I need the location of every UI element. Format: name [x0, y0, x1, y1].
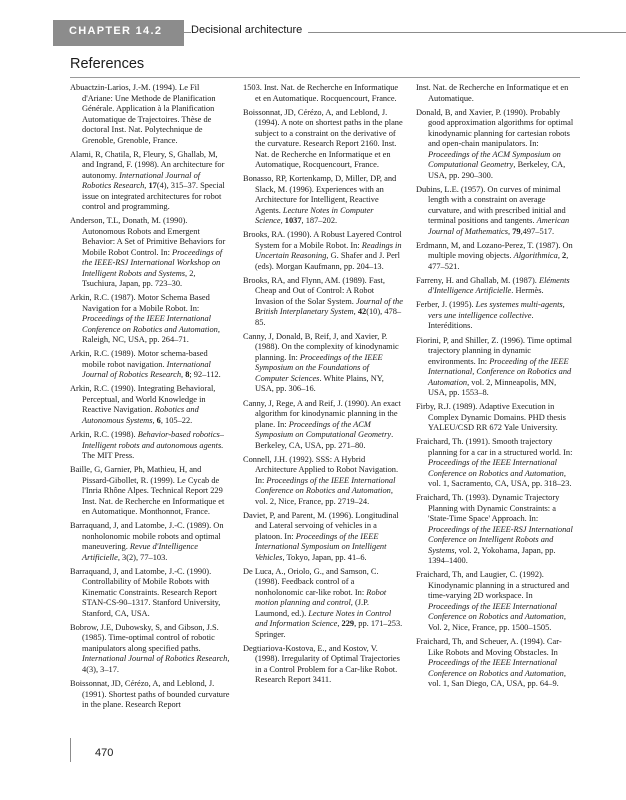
reference-entry [70, 623, 230, 676]
reference-text: Proceedings of the IEEE International Conference on Robotics and Automation [428, 601, 564, 622]
reference-text: ,497–517. [520, 226, 555, 236]
reference-text: , 2, Tsuchiura, Japan, pp. 723–30. [82, 268, 196, 289]
reference-text: ; 92–112. [189, 370, 221, 380]
reference-text: Brooks, RA. (1990). A Robust Layered Control System for a Mobile Robot. In: [243, 230, 402, 250]
reference-text: Canny, J, Donald, B, Reif, J, and Xavier, P. (1988). On the complexity of kinodynamic planning. In: [243, 331, 399, 362]
reference-text: , (J.P. Laumond, ed.). [255, 598, 369, 618]
reference-entry [243, 332, 403, 395]
reference-text: , Raleigh, NC, USA, pp. 264–71. [82, 324, 220, 345]
reference-text: International Journal of Robotics Research [82, 170, 201, 191]
reference-text: Erdmann, M, and Lozano-Perez, T. (1987). On multiple moving objects. [416, 240, 573, 261]
reference-text: , [144, 181, 149, 191]
reference-text: Proceedings of the ACM Symposium on Computational Geometry [428, 149, 561, 170]
reference-text: Donald, B, and Xavier, P. (1990). Probably good approximation algorithms for optimal kinodynamic planning for cartesian robots and open-chain manipulators. In: [416, 107, 574, 149]
reference-text: 42 [357, 307, 367, 317]
reference-text: Eléments d'Intelligence Artificielle [428, 275, 570, 296]
chapter-tab [53, 20, 184, 46]
reference-text: Proceedings of the IEEE International Symposium on Intelligent Vehicles [255, 531, 387, 562]
reference-entry [243, 83, 403, 104]
reference-text: Barraquand, J, and Latombe, J.-C. (1989). On nonholonomic mobile robots and optimal maneuvering. [70, 521, 224, 552]
reference-entry [70, 216, 230, 290]
section-title: Decisional architecture [191, 24, 308, 36]
reference-column-2 [243, 83, 403, 690]
reference-entry [243, 455, 403, 508]
reference-text: Lecture Notes in Control and Information Science [255, 608, 392, 629]
reference-text: Fraichard, Th. (1991). Smooth trajectory planning for a car in a structured world. In: [416, 437, 573, 457]
reference-text: , [280, 216, 285, 226]
reference-text: Proceedings of the IEEE International Conference on Robotics and Automation [428, 458, 564, 478]
reference-text: Barraquand, J, and Latombe, J.-C. (1990). Controllability of Mobile Robots with Kinematic Constraints. Research Report STAN-CS-90–1317. Stanford University, Stanford, CA, USA. [70, 566, 221, 618]
reference-text: Canny, J, Rege, A and Reif, J. (1990). An exact algorithm for kinodynamic planning in the plane. In: [243, 398, 401, 429]
reference-text: International Journal of Robotics Research [82, 359, 211, 380]
reference-text: Arkin, R.C. (1987). Motor Schema Based Navigation for a Mobile Robot. In: [70, 293, 210, 313]
reference-text: American Journal of Mathematics [428, 216, 570, 236]
reference-text: Arkin, R.C. (1998). [70, 430, 138, 440]
reference-text: Baille, G, Garnier, Ph, Mathieu, H, and Pissard-Gibollet, R. (1999). Le Cycab de l'Inria Rhône Alpes. Technical Report 229 Inst. Nat. de Recherche en Informatique et en Automatique. Monthonnot, France. [70, 465, 225, 517]
reference-text: Arkin, R.C. (1989). Motor schema-based mobile robot navigation. [70, 349, 208, 369]
reference-text: , vol. 2, Yokohama, Japan, pp. 1394–1400. [428, 545, 556, 566]
reference-text: Lecture Notes in Computer Science [255, 205, 374, 226]
reference-text: , [353, 307, 358, 317]
reference-text: De Luca, A., Oriolo, G., and Samson, C. (1998). Feedback control of a nonholonomic car-like robot. In: [243, 566, 379, 597]
reference-text: (4), 315–37. Special issue on integrated architectures for robot control and programming. [82, 181, 225, 212]
reference-entry [70, 430, 230, 462]
reference-text: , Vol. 2, Nice, France, pp. 1500–1505. [428, 612, 566, 632]
reference-text: Robotics and Autonomous Systems [82, 405, 199, 425]
reference-text: Boissonnat, JD, Cérézo, A, and Leblond, J. (1991). Shortest paths of bounded curvature in the plane. Research Report [70, 679, 230, 710]
reference-entry [70, 83, 230, 146]
reference-text: Behavior-based robotics–Intelligent robots and autonomous agents. [82, 430, 224, 450]
reference-entry [70, 150, 230, 213]
reference-entry [416, 276, 576, 297]
reference-text: Boissonnat, JD, Cérézo, A, and Leblond, J. (1994). A note on shortest paths in the plane subject to a constraint on the derivative of the curvature. Research Report 2160. Inst. Nat. de Recherche en Informatique et en Automatique, Rocquencourt, France. [243, 107, 403, 170]
reference-text: Fraichard, Th, and Scheuer, A. (1994). Car-Like Robots and Moving Obstacles. In [416, 637, 562, 657]
reference-text: Dubins, L.E. (1957). On curves of minimal length with a constraint on average curvature, and with prescribed initial and terminal positions and tangents. [416, 184, 566, 226]
reference-text: . Berkeley, CA, USA, pp. 271–80. [255, 430, 394, 450]
reference-text: , Tokyo, Japan, pp. 41–6. [282, 552, 367, 562]
reference-entry [70, 293, 230, 346]
reference-text: Fraichard, Th. (1993). Dynamic Trajectory Planning with Dynamic Constraints: a 'State-Time Space' Approach. In: [416, 493, 560, 524]
reference-entry [243, 399, 403, 452]
reference-entry [243, 276, 403, 329]
reference-text: Les systemes multi-agents, vers une intelligence collective [428, 300, 565, 320]
chapter-header [0, 20, 626, 46]
reference-text: Bonasso, RP, Kortenkamp, D, Miller, DP, and Slack, M. (1996). Experiences with an Architecture for Intelligent, Reactive Agents. [243, 174, 397, 215]
page-title: References [70, 56, 145, 72]
reference-text: Proceeding of the IEEE International, Conference on Robotics and Automation [428, 356, 572, 387]
reference-text: , vol. 1, Sacramento, CA, USA, pp. 318–23. [428, 468, 572, 489]
reference-text: 17 [148, 181, 157, 191]
reference-text: , [181, 370, 186, 380]
reference-text: 1503. Inst. Nat. de Recherche en Informatique et en Automatique. Rocquencourt, France. [243, 83, 399, 103]
reference-entry [416, 570, 576, 633]
title-rule [70, 77, 580, 78]
reference-entry [243, 174, 403, 227]
reference-text: Anderson, T.L, Donath, M. (1990). Autonomous Robots and Emergent Behavior: A Set of Primitive Behaviors for Mobile Robot Control. In: [70, 216, 226, 257]
reference-text: Algorithmica [513, 251, 558, 261]
reference-text: , Berkeley, CA, USA, pp. 290–300. [428, 160, 566, 180]
reference-text: , 105–22. [160, 415, 193, 425]
reference-text: , vol. 2, Nice, France, pp. 2719–24. [255, 486, 393, 506]
reference-text: Revue d'Intelligence Artificielle [82, 542, 198, 562]
reference-entry [243, 511, 403, 564]
reference-text: Farreny, H. and Ghallab, M. (1987). [416, 275, 539, 285]
reference-text: Proceedings of the IEEE-RSJ International Conference on Intelligent Robots and Systems [428, 524, 573, 555]
reference-text: Fiorini, P, and Shiller, Z. (1996). Time optimal trajectory planning in dynamic environments. In: [416, 335, 573, 366]
reference-text: Brooks, RA, and Flynn, AM. (1989). Fast, Cheap and Out of Control: A Robot Invasion of the Solar System. [243, 275, 385, 306]
reference-text: Inst. Nat. de Recherche en Informatique et en Automatique. [416, 83, 569, 103]
reference-text: , 3(2), 77–103. [117, 552, 168, 562]
reference-text: , 4(3), 3–17. [82, 654, 230, 674]
reference-entry [70, 349, 230, 381]
reference-text: 1037 [284, 216, 302, 226]
reference-text: Proceedings of the IEEE International Conference on Robotics and Automation [82, 314, 218, 334]
reference-text: . Interéditions. [428, 310, 534, 331]
reference-text: Proceedings of the IEEE International Conference on Robotics and Automation [255, 475, 396, 496]
reference-text: Proceedings of the IEEE-RSJ International Workshop on Intelligent Robots and Systems [82, 247, 223, 278]
reference-entry [416, 241, 576, 273]
reference-entry [416, 493, 576, 567]
reference-entry [416, 300, 576, 332]
reference-column-1 [70, 83, 230, 714]
reference-text: Degtiariova-Kostova, E., and Kostov, V. (1998). Irregularity of Optimal Trajectories in a Control Problem for a Car-like Robot. Research Report 3411. [243, 643, 400, 685]
reference-text: Firby, R.J. (1989). Adaptive Execution in Complex Dynamic Domains. PHD thesis YALEU/CSD RR 672 Yale University. [416, 402, 566, 433]
reference-text: , vol. 1, San Diego, CA, USA, pp. 64–9. [428, 668, 566, 689]
reference-text: Daviet, P, and Parent, M. (1996). Longitudinal and Lateral servoing of vehicles in a platoon. In: [243, 510, 399, 541]
reference-text: (10), 478–85. [255, 307, 402, 327]
page-number-rule [70, 738, 71, 762]
reference-text: Abuactzin-Larios, J.-M. (1994). Le Fil d'Ariane: Une Methode de Planification Générale. Application à la Planification Automatique de Trajectoires. Thèse de doctoral Inst. Nat. Polytechnique de Grenoble, Grenoble, France. [70, 83, 216, 145]
reference-entry [70, 521, 230, 563]
reference-text: , [557, 251, 562, 261]
reference-text: 229 [341, 619, 355, 629]
reference-text: , [508, 226, 513, 236]
reference-column-3 [416, 83, 576, 693]
reference-text: , 477–521. [428, 251, 569, 271]
reference-text: Journal of the British Interplanetary System [255, 296, 403, 317]
reference-entry [70, 567, 230, 620]
reference-entry [416, 637, 576, 690]
reference-text: , [152, 415, 157, 425]
reference-text: , 187–202. [301, 216, 338, 226]
reference-text: Arkin, R.C. (1990). Integrating Behavioral, Perceptual, and World Knowledge in Reactive Navigation. [70, 384, 216, 415]
reference-text: Robot motion planning and control [255, 587, 387, 608]
reference-text: Ferber, J. (1995). [416, 300, 476, 310]
reference-entry [416, 336, 576, 399]
reference-entry [243, 644, 403, 686]
reference-text: 79 [512, 226, 521, 236]
reference-entry [416, 108, 576, 182]
reference-text: 2 [562, 251, 567, 261]
reference-text: , vol. 2, Minneapolis, MN, USA, pp. 1553–8. [428, 377, 557, 398]
reference-entry [70, 384, 230, 426]
chapter-label: CHAPTER 14.2 [69, 25, 163, 37]
reference-entry [70, 465, 230, 518]
reference-text: 8 [185, 370, 190, 380]
reference-text: Bobrow, J.E, Dubowsky, S, and Gibson, J.S. (1985). Time-optimal control of robotic manipulators along specified paths. [70, 622, 219, 653]
reference-entry [243, 230, 403, 272]
reference-text: Alami, R, Chatila, R, Fleury, S, Ghallab, M, and Ingrand, F. (1998). An architecture for autonomy. [70, 149, 225, 180]
reference-entry [243, 567, 403, 641]
reference-entry [416, 402, 576, 434]
reference-entry [70, 679, 230, 711]
page-number: 470 [95, 747, 114, 759]
reference-text: Proceedings of the IEEE Symposium on the Foundations of Computer Sciences [255, 352, 383, 383]
reference-text: Connell, J.H. (1992). SSS: A Hybrid Architecture Applied to Robot Navigation. In: [243, 454, 399, 485]
reference-text: Proceedings of the IEEE International Conference on Robotics and Automation [428, 658, 564, 678]
reference-text: . Hermès. [511, 286, 544, 296]
reference-text: Readings in Uncertain Reasoning [255, 240, 402, 261]
reference-text: . White Plains, NY, USA, pp. 306–16. [255, 373, 384, 394]
reference-text: Fraichard, Th, and Laugier, C. (1992). Kinodynamic planning in a structured and time-varying 2D workspace. In [416, 570, 570, 601]
reference-text: Proceedings of the ACM Symposium on Computational Geometry [255, 419, 392, 440]
reference-text: 6 [156, 415, 161, 425]
reference-entry [416, 83, 576, 104]
reference-entry [243, 108, 403, 171]
reference-text: , G. Shafer and J. Perl (eds). Morgan Kaufmann, pp. 204–13. [255, 251, 400, 271]
reference-text: International Journal of Robotics Research [82, 654, 228, 664]
reference-entry [416, 437, 576, 490]
reference-text: , [337, 619, 342, 629]
reference-entry [416, 185, 576, 238]
reference-text: , pp. 171–253. Springer. [255, 619, 403, 639]
reference-text: The MIT Press. [82, 451, 135, 461]
